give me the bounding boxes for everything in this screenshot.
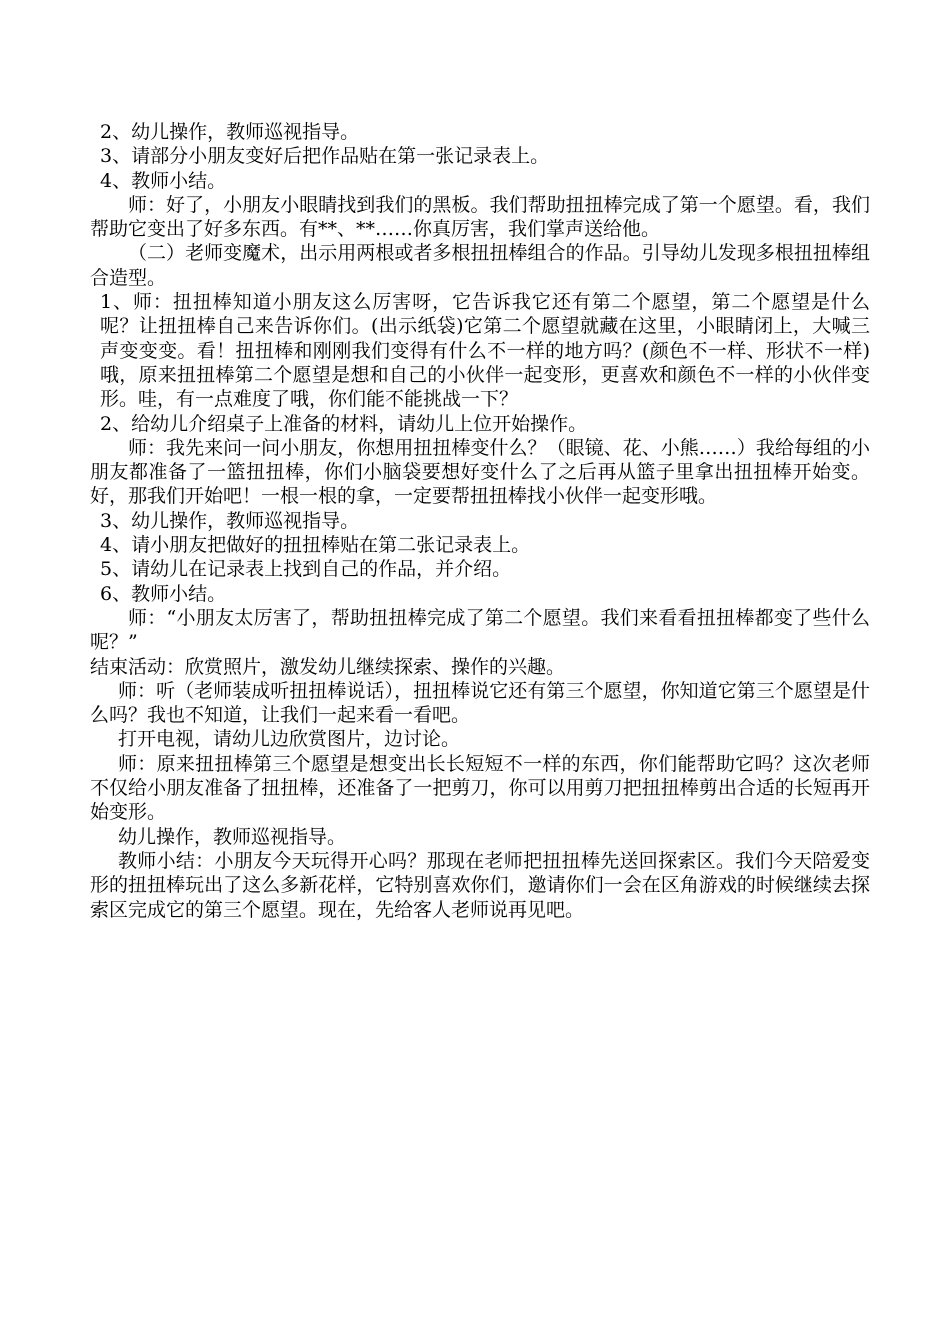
paragraph: 3、请部分小朋友变好后把作品贴在第一张记录表上。: [100, 145, 550, 168]
paragraph: 结束活动：欣赏照片，激发幼儿继续探索、操作的兴趣。: [90, 655, 566, 678]
paragraph: 打开电视，请幼儿边欣赏图片，边讨论。: [118, 728, 461, 751]
paragraph: 师：“小朋友太厉害了，帮助扭扭棒完成了第二个愿望。我们来看看扭扭棒都变了些什么呢？”: [90, 606, 870, 654]
paragraph: 教师小结：小朋友今天玩得开心吗？那现在老师把扭扭棒先送回探索区。我们今天陪爱变形的扭扭棒玩出了这么多新花样，它特别喜欢你们，邀请你们一会在区角游戏的时候继续去探索区完成它的第三个愿望。现在，先给客人老师说再见吧。: [90, 849, 870, 921]
paragraph: 4、教师小结。: [100, 169, 227, 192]
paragraph: 4、请小朋友把做好的扭扭棒贴在第二张记录表上。: [100, 534, 531, 557]
paragraph: 2、给幼儿介绍桌子上准备的材料，请幼儿上位开始操作。: [100, 412, 588, 435]
paragraph: 6、教师小结。: [100, 582, 227, 605]
paragraph: 1、师：扭扭棒知道小朋友这么厉害呀，它告诉我它还有第二个愿望，第二个愿望是什么呢？让扭扭棒自己来告诉你们。(出示纸袋)它第二个愿望就藏在这里，小眼睛闭上，大喊三声变变变。看！扭扭棒和刚刚我们变得有什么不一样的地方吗？(颜色不一样、形状不一样)哦，原来扭扭棒第二个愿望是想和自己的小伙伴一起变形，更喜欢和颜色不一样的小伙伴变形。哇，有一点难度了哦，你们能不能挑战一下？: [100, 291, 870, 411]
paragraph: 幼儿操作，教师巡视指导。: [118, 825, 347, 848]
paragraph: 师：原来扭扭棒第三个愿望是想变出长长短短不一样的东西，你们能帮助它吗？这次老师不仅给小朋友准备了扭扭棒，还准备了一把剪刀，你可以用剪刀把扭扭棒剪出合适的长短再开始变形。: [90, 752, 870, 824]
paragraph: 师：好了，小朋友小眼睛找到我们的黑板。我们帮助扭扭棒完成了第一个愿望。看，我们帮助它变出了好多东西。有**、**……你真厉害，我们掌声送给他。: [90, 193, 870, 241]
paragraph: 3、幼儿操作，教师巡视指导。: [100, 509, 360, 532]
paragraph: 2、幼儿操作，教师巡视指导。: [100, 121, 360, 143]
paragraph: 师：我先来问一问小朋友，你想用扭扭棒变什么？（眼镜、花、小熊……）我给每组的小朋友都准备了一篮扭扭棒，你们小脑袋要想好变什么了之后再从篮子里拿出扭扭棒开始变。好，那我们开始吧！一根一根的拿，一定要帮扭扭棒找小伙伴一起变形哦。: [90, 436, 870, 508]
paragraph: （二）老师变魔术，出示用两根或者多根扭扭棒组合的作品。引导幼儿发现多根扭扭棒组合造型。: [90, 242, 870, 289]
document-body: [90, 120, 870, 922]
paragraph: 师：听（老师装成听扭扭棒说话），扭扭棒说它还有第三个愿望，你知道它第三个愿望是什么吗？我也不知道，让我们一起来看一看吧。: [90, 679, 870, 727]
paragraph: 5、请幼儿在记录表上找到自己的作品，并介绍。: [100, 558, 512, 581]
